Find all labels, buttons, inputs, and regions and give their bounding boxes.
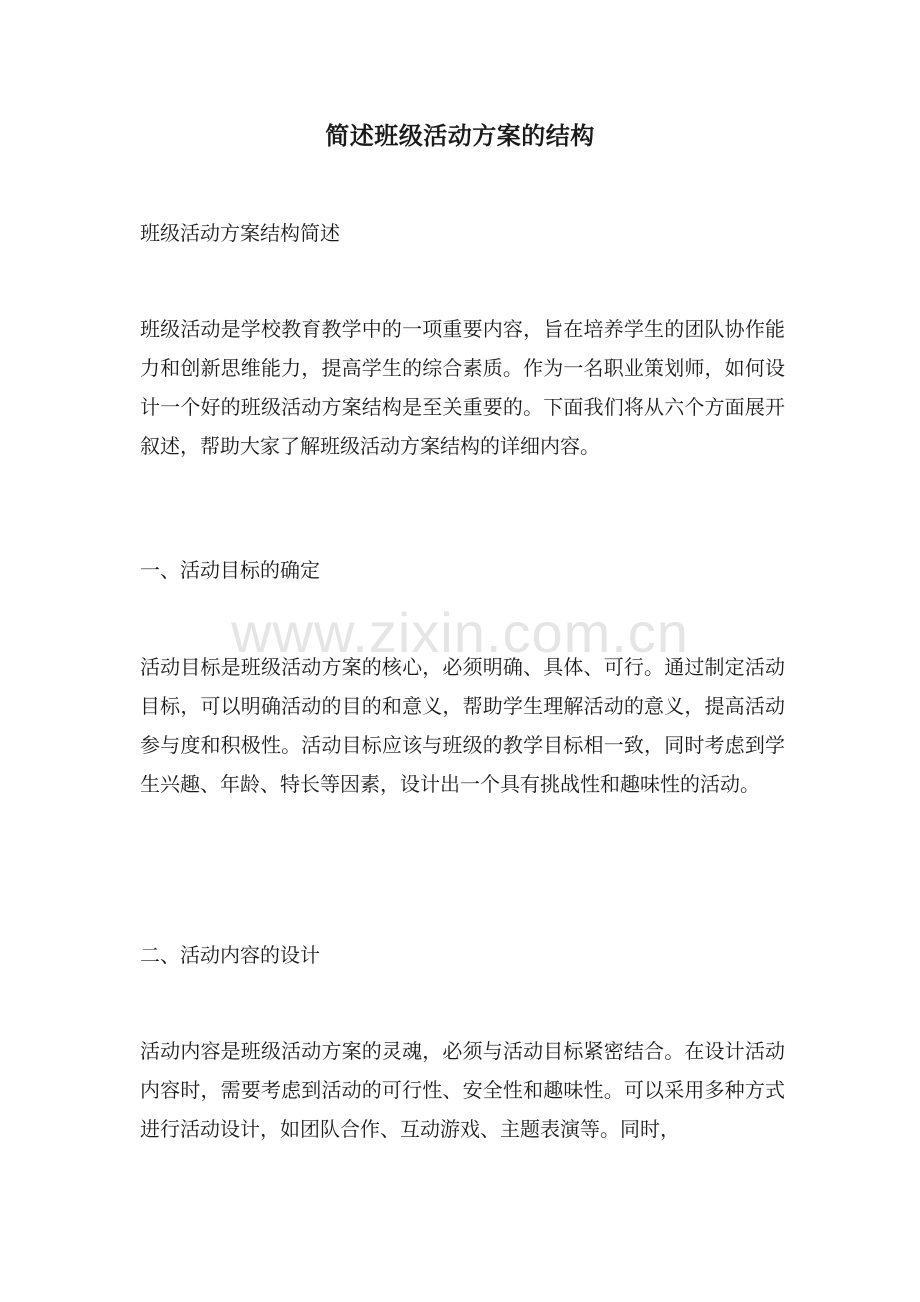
section-2-heading: 二、活动内容的设计 xyxy=(140,943,320,967)
watermark: www.zixin.com.cn xyxy=(231,601,689,664)
section-2-paragraph: 活动内容是班级活动方案的灵魂，必须与活动目标紧密结合。在设计活动内容时，需要考虑到活动的可行性、安全性和趣味性。可以采用多种方式进行活动设计，如团队合作、互动游戏、主题表演等。同时， xyxy=(140,1039,785,1141)
section-1-heading: 一、活动目标的确定 xyxy=(140,558,320,582)
section-1-paragraph: 活动目标是班级活动方案的核心，必须明确、具体、可行。通过制定活动目标，可以明确活动的目的和意义，帮助学生理解活动的意义，提高活动参与度和积极性。活动目标应该与班级的教学目标相一致，同时考虑到学生兴趣、年龄、特长等因素，设计出一个具有挑战性和趣味性的活动。 xyxy=(140,655,785,796)
intro-paragraph: 班级活动是学校教育教学中的一项重要内容，旨在培养学生的团队协作能力和创新思维能力，提高学生的综合素质。作为一名职业策划师，如何设计一个好的班级活动方案结构是至关重要的。下面我们将从六个方面展开叙述，帮助大家了解班级活动方案结构的详细内容。 xyxy=(140,317,785,458)
document-subtitle: 班级活动方案结构简述 xyxy=(140,221,340,245)
document-title: 简述班级活动方案的结构 xyxy=(325,121,595,150)
